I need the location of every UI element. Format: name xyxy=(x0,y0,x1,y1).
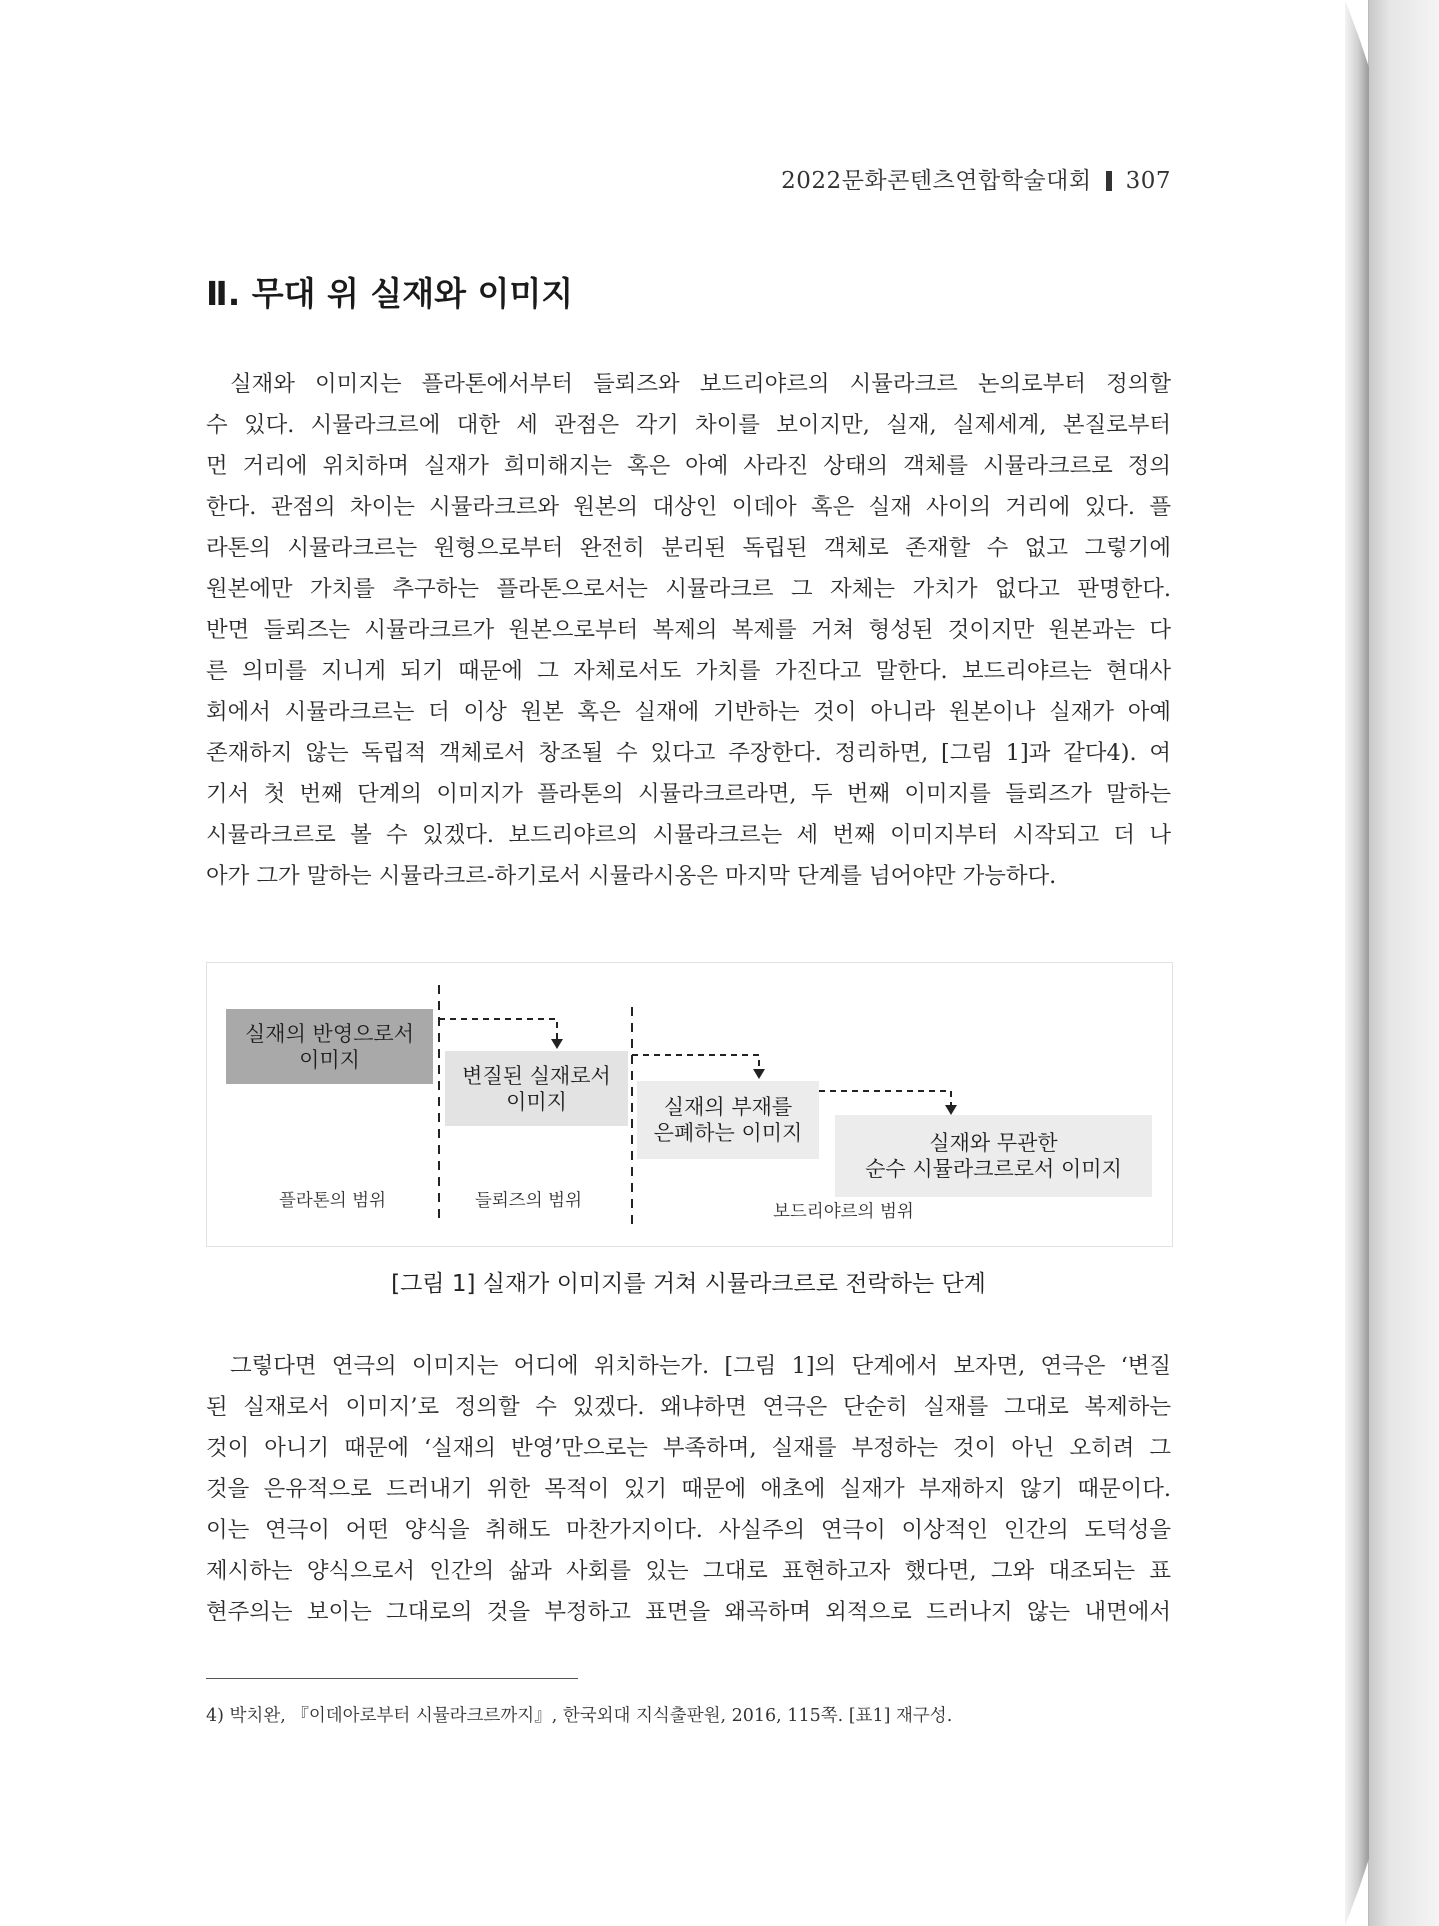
stage-box-reflection xyxy=(226,1009,433,1084)
stage-box-line: 순수 시뮬라크르로서 이미지 xyxy=(865,1157,1122,1181)
paragraph-line: 것이 아니기 때문에 ‘실재의 반영’만으로는 부족하며, 실재를 부정하는 것이 아닌 오히려 그 xyxy=(206,1435,1171,1461)
paragraph-line: 이는 연극이 어떤 양식을 취해도 마찬가지이다. 사실주의 연극이 이상적인 인간의 도덕성을 xyxy=(206,1517,1171,1543)
stage-box-line: 은폐하는 이미지 xyxy=(653,1121,803,1145)
stage-box-line: 실재의 부재를 xyxy=(663,1095,793,1119)
footnote-rule xyxy=(206,1678,578,1679)
paragraph-line: 제시하는 양식으로서 인간의 삶과 사회를 있는 그대로 표현하고자 했다면, 그와 대조되는 표 xyxy=(206,1558,1171,1584)
section-heading: Ⅱ. 무대 위 실재와 이미지 xyxy=(206,274,574,313)
figure-1-diagram xyxy=(206,962,1173,1247)
paragraph-1 xyxy=(206,364,1171,897)
header-title: 2022문화콘텐츠연합학술대회 xyxy=(781,168,1092,194)
paragraph-line: 회에서 시뮬라크르는 더 이상 원본 혹은 실재에 기반하는 것이 아니라 원본이나 실재가 아예 xyxy=(206,699,1171,725)
page-number: 307 xyxy=(1125,168,1171,194)
paragraph-line: 그렇다면 연극의 이미지는 어디에 위치하는가. [그림 1]의 단계에서 보자면, 연극은 ‘변질 xyxy=(230,1353,1171,1379)
paragraph-line: 한다. 관점의 차이는 시뮬라크르와 원본의 대상인 이데아 혹은 실재 사이의 거리에 있다. 플 xyxy=(206,494,1171,520)
paragraph-line: 원본에만 가치를 추구하는 플라톤으로서는 시뮬라크르 그 자체는 가치가 없다고 판명한다. xyxy=(206,576,1171,602)
stage-box-concealing-absence xyxy=(637,1081,819,1159)
paragraph-line: 수 있다. 시뮬라크르에 대한 세 관점은 각기 차이를 보이지만, 실재, 실제세계, 본질로부터 xyxy=(206,412,1171,438)
stage-box-line: 실재의 반영으로서 xyxy=(245,1021,414,1046)
stage-box-line: 이미지 xyxy=(299,1047,360,1072)
stage-box-line: 변질된 실재로서 xyxy=(462,1063,611,1088)
stage-box-altered-reality xyxy=(445,1051,628,1126)
paragraph-line: 반면 들뢰즈는 시뮬라크르가 원본으로부터 복제의 복제를 거쳐 형성된 것이지만 원본과는 다 xyxy=(206,617,1171,643)
paragraph-line: 것을 은유적으로 드러내기 위한 목적이 있기 때문에 애초에 실재가 부재하지 않기 때문이다. xyxy=(206,1476,1171,1502)
paragraph-line: 존재하지 않는 독립적 객체로서 창조될 수 있다고 주장한다. 정리하면, [그림 1]과 같다4). 여 xyxy=(206,740,1171,766)
paragraph-line: 먼 거리에 위치하며 실재가 희미해지는 혹은 아예 사라진 상태의 객체를 시뮬라크르로 정의 xyxy=(206,453,1171,479)
page-curl-edge xyxy=(1345,0,1369,1926)
arrow-head-3 xyxy=(945,1105,957,1115)
arrow-2-3 xyxy=(632,1055,759,1071)
range-label-plato: 플라톤의 범위 xyxy=(279,1191,386,1211)
page-shadow xyxy=(1369,0,1439,1926)
running-header xyxy=(781,162,1171,195)
arrow-1-2 xyxy=(439,1019,557,1041)
paragraph-line: 른 의미를 지니게 되기 때문에 그 자체로서도 가치를 가진다고 말한다. 보드리야르는 현대사 xyxy=(206,658,1171,684)
paragraph-line: 아가 그가 말하는 시뮬라크르-하기로서 시뮬라시옹은 마지막 단계를 넘어야만 가능하다. xyxy=(206,863,1057,889)
paragraph-line: 기서 첫 번째 단계의 이미지가 플라톤의 시뮬라크르라면, 두 번째 이미지를 들뢰즈가 말하는 xyxy=(206,781,1171,807)
paragraph-line: 라톤의 시뮬라크르는 원형으로부터 완전히 분리된 독립된 객체로 존재할 수 없고 그렇기에 xyxy=(206,535,1171,561)
header-separator xyxy=(1106,171,1112,191)
paragraph-line: 현주의는 보이는 그대로의 것을 부정하고 표면을 왜곡하며 외적으로 드러나지 않는 내면에서 xyxy=(206,1599,1171,1625)
figure-caption: [그림 1] 실재가 이미지를 거쳐 시뮬라크르로 전락하는 단계 xyxy=(391,1271,986,1297)
stage-box-line: 이미지 xyxy=(506,1089,567,1114)
paragraph-2 xyxy=(206,1346,1171,1633)
paragraph-line: 시뮬라크르로 볼 수 있겠다. 보드리야르의 시뮬라크르는 세 번째 이미지부터 시작되고 더 나 xyxy=(206,822,1171,848)
arrow-head-1 xyxy=(551,1039,563,1049)
stage-box-line: 실재와 무관한 xyxy=(929,1131,1058,1155)
range-label-baudrillard: 보드리야르의 범위 xyxy=(773,1202,914,1222)
paragraph-line: 실재와 이미지는 플라톤에서부터 들뢰즈와 보드리야르의 시뮬라크르 논의로부터 정의할 xyxy=(230,371,1171,397)
arrow-3-4 xyxy=(819,1091,951,1107)
arrow-head-2 xyxy=(753,1069,765,1079)
paragraph-line: 된 실재로서 이미지’로 정의할 수 있겠다. 왜냐하면 연극은 단순히 실재를 그대로 복제하는 xyxy=(206,1394,1171,1420)
range-label-deleuze: 들뢰즈의 범위 xyxy=(475,1191,582,1211)
footnote-4: 4) 박치완, 『이데아로부터 시뮬라크르까지』, 한국외대 지식출판원, 2016, 115쪽. [표1] 재구성. xyxy=(206,1706,953,1726)
stage-box-pure-simulacrum xyxy=(835,1115,1152,1197)
